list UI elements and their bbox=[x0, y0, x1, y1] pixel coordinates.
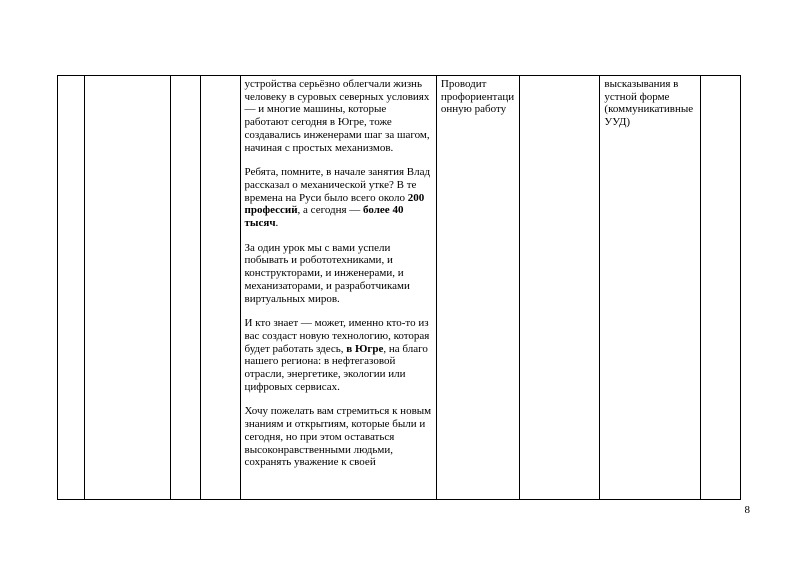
uud-cell bbox=[600, 76, 701, 499]
paragraph: За один урок мы с вами успели побывать и робототехниками, и конструкторами, и инженерами, и механизаторами, и разработчиками виртуальных миров. bbox=[244, 241, 410, 305]
main-text-cell bbox=[241, 76, 437, 499]
teacher-activity-cell bbox=[437, 76, 520, 499]
table-cell-empty-3 bbox=[171, 76, 201, 499]
lesson-plan-table bbox=[57, 75, 741, 500]
paragraph: Хочу пожелать вам стремиться к новым знаниям и открытиям, которые были и сегодня, но при этом оставаться высоконравственными людьми, сохранять уважение к своей bbox=[244, 405, 432, 469]
table-cell-empty-6 bbox=[701, 76, 740, 499]
paragraph: устройства серьёзно облегчали жизнь человеку в суровых северных условиях — и многие машины, которые работают сегодня в Югре, тоже создавались инженерами шаг за шагом, начиная с простых механизмов. bbox=[244, 78, 430, 154]
table-cell-empty-1 bbox=[58, 76, 85, 499]
table-cell-empty-4 bbox=[201, 76, 241, 499]
page-number: 8 bbox=[744, 504, 750, 516]
paragraph: Ребята, помните, в начале занятия Влад рассказал о механической утке? В те времена на Руси было всего около 200 профессий, а сегодня — более 40 тысяч. bbox=[244, 166, 431, 230]
table-cell-empty-5 bbox=[520, 76, 601, 499]
uud-text: высказывания в устной форме (коммуникативные УУД) bbox=[604, 78, 694, 129]
paragraph: И кто знает — может, именно кто-то из вас создаст новую технологию, которая будет работать здесь, в Югре, на благо нашего региона: в нефтегазовой отрасли, энергетике, экологии или цифровых сервисах. bbox=[244, 317, 430, 393]
teacher-activity-text: Проводит профориентационную работу bbox=[440, 78, 515, 116]
table-cell-empty-2 bbox=[85, 76, 171, 499]
